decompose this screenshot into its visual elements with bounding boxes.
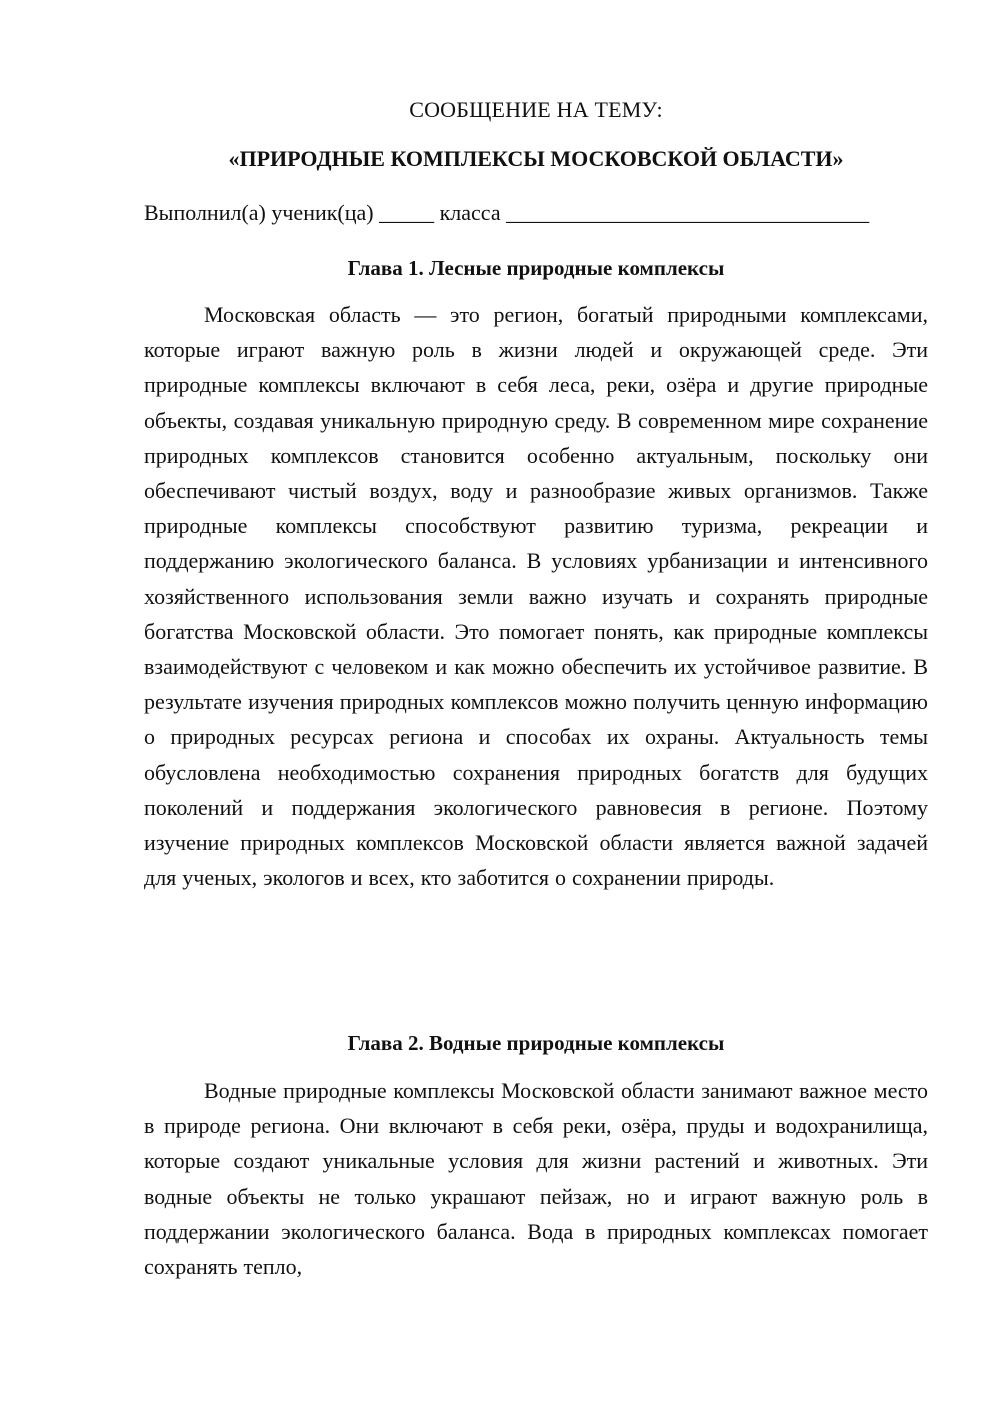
chapter-1-heading: Глава 1. Лесные природные комплексы [347, 256, 725, 280]
author-line: Выполнил(а) ученик(ца) _____ класса _________________________________ [144, 200, 870, 225]
chapter-1-paragraph: Московская область — это регион, богатый природными комплексами, которые играют важную роль в жизни людей и окружающей среде. Эти природные комплексы включают в себя леса, реки, озёра и другие природные объекты, создавая уникальную природную среду. В современном мире сохранение природных комплексов становится особенно актуальным, поскольку они обеспечивают чистый воздух, воду и разнообразие живых организмов. Также природные комплексы способствуют развитию туризма, рекреации и поддержанию экологического баланса. В условиях урбанизации и интенсивного хозяйственного использования земли важно изучать и сохранять природные богатства Московской области. Это помогает понять, как природные комплексы взаимодействуют с человеком и как можно обеспечить их устойчивое развитие. В результате изучения природных комплексов можно получить ценную информацию о природных ресурсах региона и способах их охраны. Актуальность темы обусловлена необходимостью сохранения природных богатств для будущих поколений и поддержания экологического равновесия в регионе. Поэтому изучение природных комплексов Московской области является важной задачей для ученых, экологов и всех, кто заботится о сохранении природы. [144, 302, 928, 891]
document-title-line-1: СООБЩЕНИЕ НА ТЕМУ: [409, 97, 663, 122]
document-page [144, 0, 928, 1414]
document-title-line-2: «ПРИРОДНЫЕ КОМПЛЕКСЫ МОСКОВСКОЙ ОБЛАСТИ» [228, 146, 844, 171]
chapter-2-paragraph: Водные природные комплексы Московской области занимают важное место в природе региона. Они включают в себя реки, озёра, пруды и водохранилища, которые создают уникальные условия для жизни растений и животных. Эти водные объекты не только украшают пейзаж, но и играют важную роль в поддержании экологического баланса. Вода в природных комплексах помогает сохранять тепло, [144, 1078, 928, 1280]
chapter-2-heading: Глава 2. Водные природные комплексы [347, 1031, 725, 1055]
